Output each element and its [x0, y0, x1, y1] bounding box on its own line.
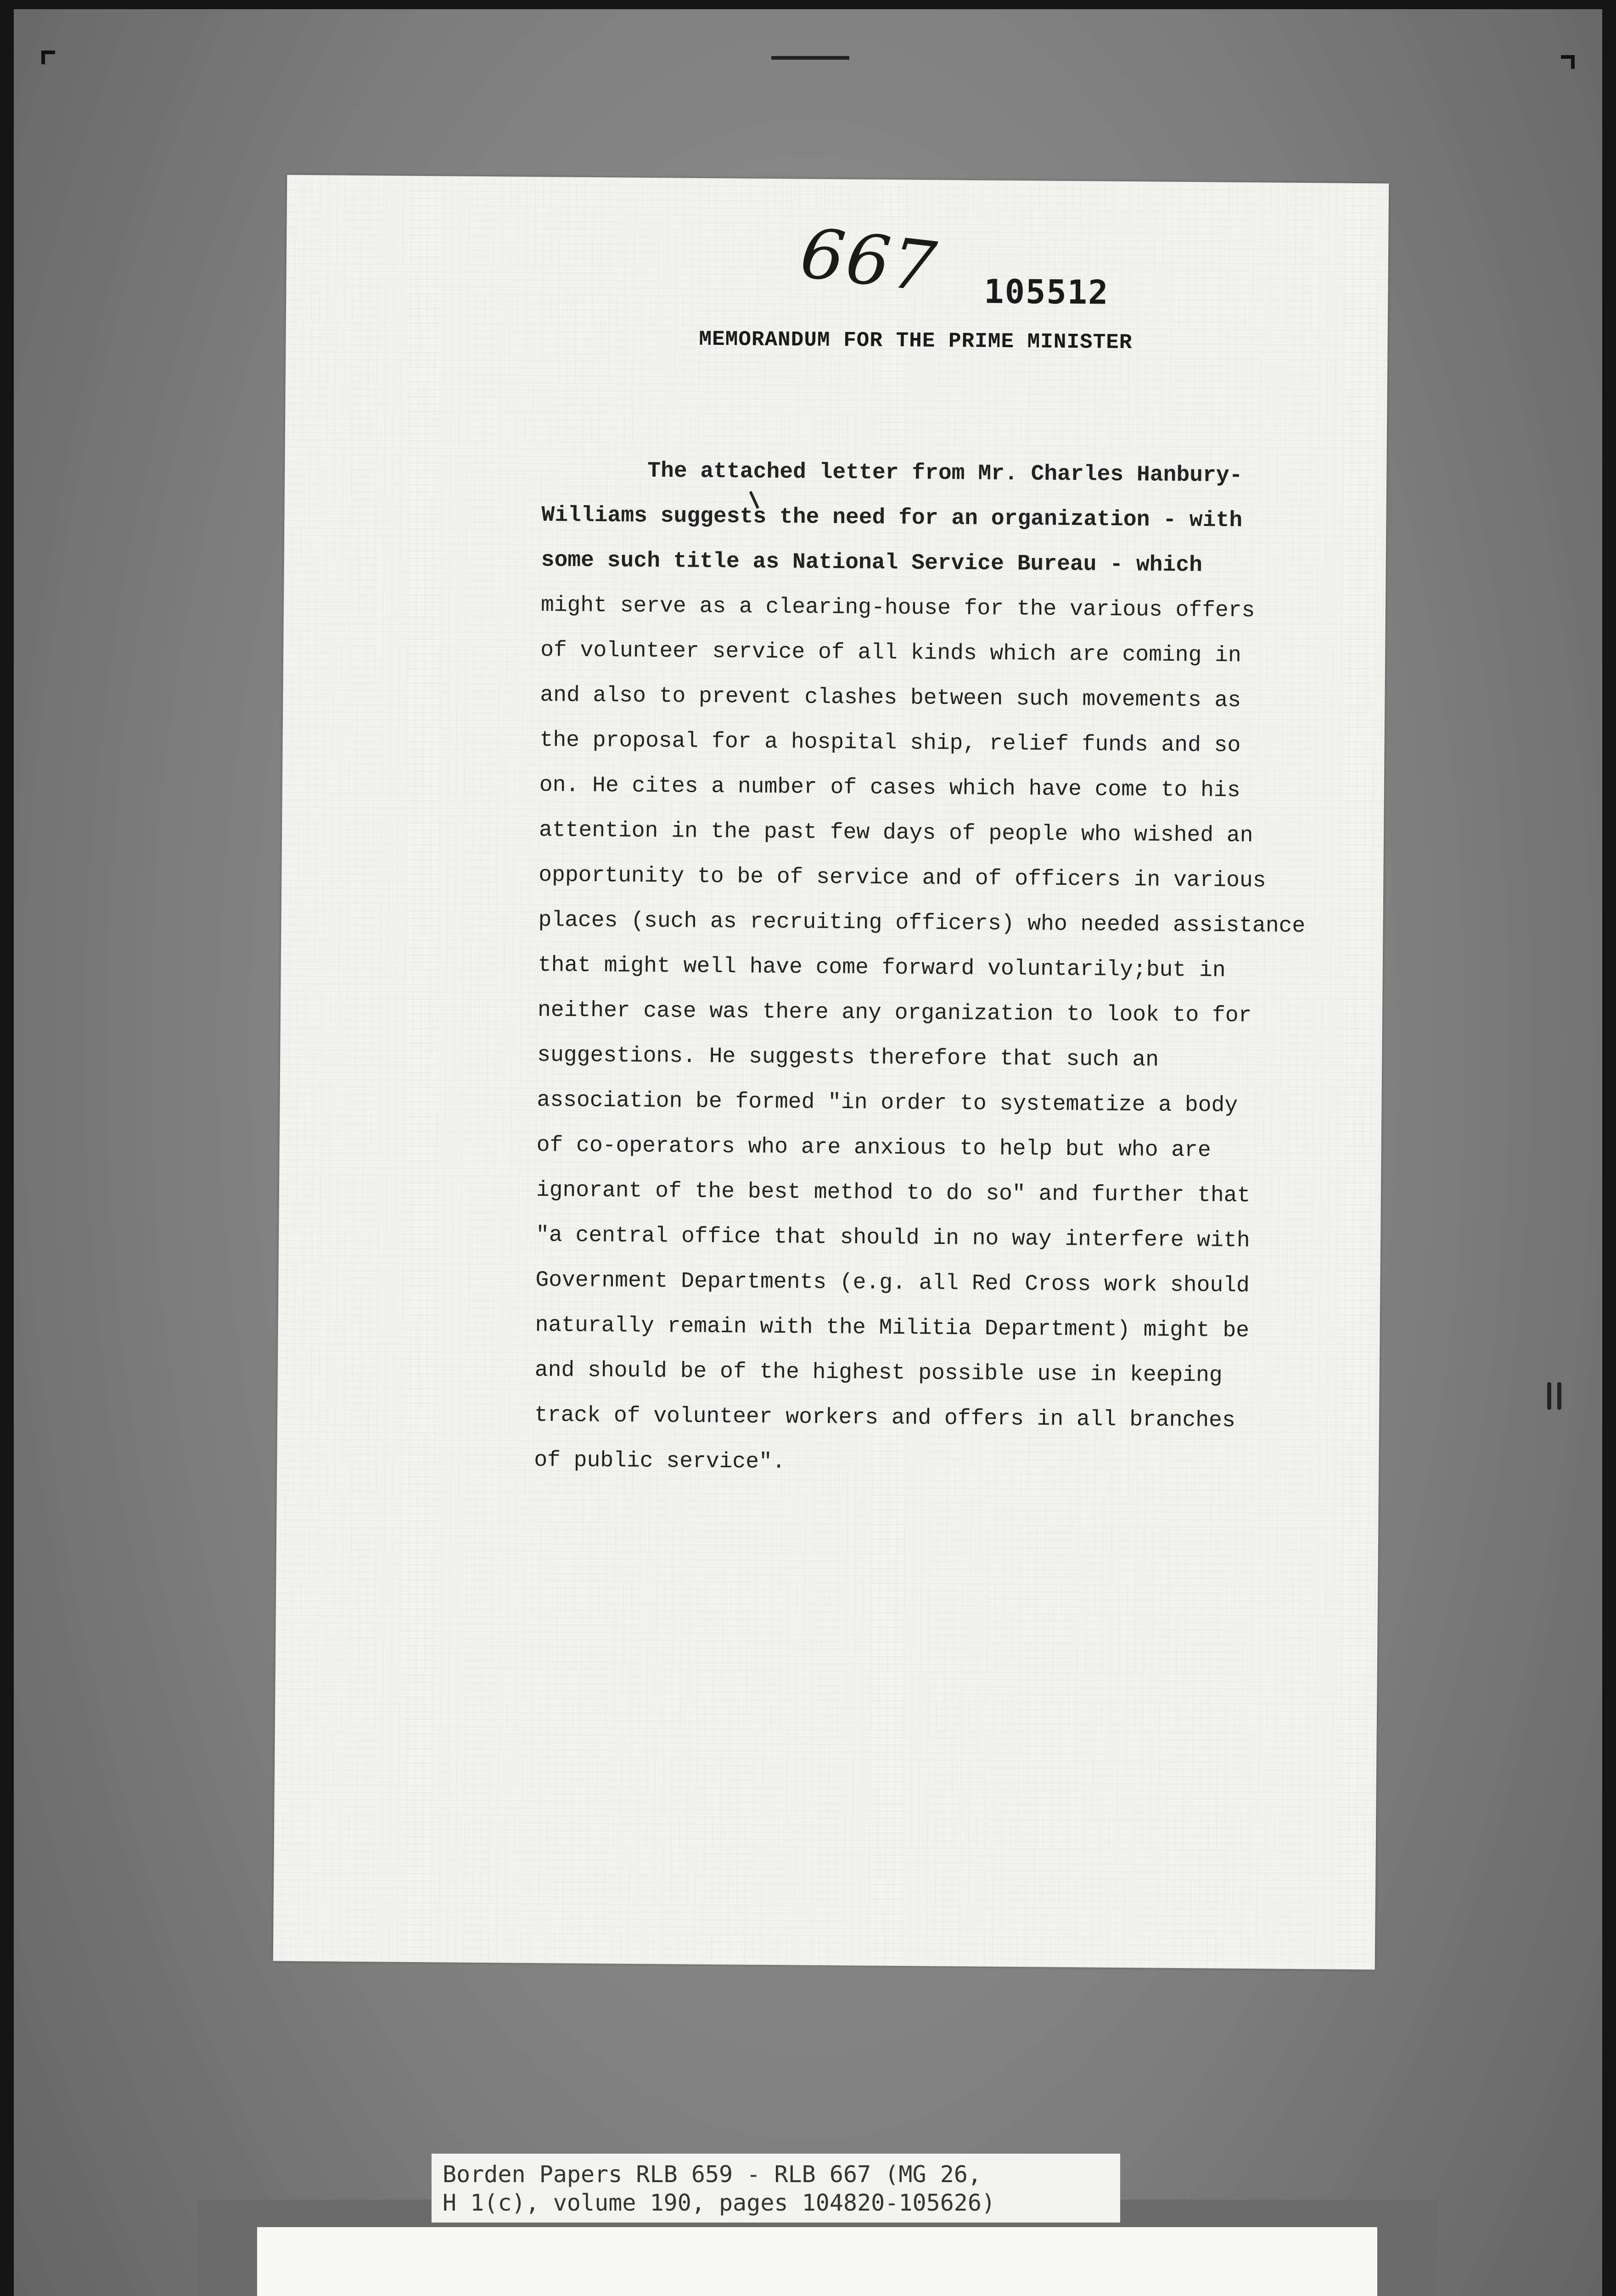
memorandum-body	[534, 448, 1378, 1489]
public-archives-card	[257, 2227, 1377, 2296]
body-line: attention in the past few days of people who wished an	[539, 817, 1253, 849]
body-line: opportunity to be of service and of officers in various	[539, 862, 1266, 894]
corner-mark-top-right	[1561, 55, 1575, 69]
corner-mark-top-left	[41, 51, 55, 64]
handwritten-page-number: 667	[797, 213, 942, 308]
body-line: of public service".	[534, 1447, 786, 1475]
body-line: on. He cites a number of cases which have come to his	[539, 772, 1240, 803]
body-line: and should be of the highest possible use in keeping	[534, 1357, 1223, 1388]
body-line: might serve as a clearing-house for the various offers	[540, 593, 1255, 624]
reference-line-1: Borden Papers RLB 659 - RLB 667 (MG 26,	[443, 2161, 982, 2188]
reference-line-2: H 1(c), volume 190, pages 104820-105626)	[443, 2189, 996, 2216]
memorandum-page	[273, 175, 1389, 1970]
body-line: "a central office that should in no way interfere with	[535, 1222, 1250, 1254]
stamped-document-number: 105512	[984, 272, 1109, 312]
body-line: ignorant of the best method to do so" and further that	[536, 1177, 1251, 1209]
body-line: naturally remain with the Militia Department) might be	[535, 1312, 1250, 1344]
body-line: neither case was there any organization to look to for	[537, 997, 1252, 1029]
body-line: Government Departments (e.g. all Red Cross work should	[535, 1267, 1250, 1299]
body-line: Williams suggests the need for an organization - with	[541, 503, 1243, 534]
collection-reference-label	[432, 2154, 1120, 2223]
side-registration-ticks	[1547, 1382, 1566, 1410]
body-line: places (such as recruiting officers) who needed assistance	[538, 907, 1306, 939]
body-line: track of volunteer workers and offers in all branches	[534, 1402, 1235, 1433]
body-line: suggestions. He suggests therefore that such an	[537, 1042, 1159, 1073]
body-line: that might well have come forward voluntarily;but in	[538, 952, 1226, 983]
body-line: and also to prevent clashes between such movements as	[540, 682, 1241, 713]
body-line: of co-operators who are anxious to help but who are	[536, 1132, 1211, 1163]
body-line: the proposal for a hospital ship, relief funds and so	[539, 727, 1241, 758]
body-line: of volunteer service of all kinds which are coming in	[540, 638, 1242, 668]
body-line: The attached letter from Mr. Charles Hanbury-	[647, 458, 1243, 488]
memorandum-title: MEMORANDUM FOR THE PRIME MINISTER	[699, 327, 1133, 355]
body-line: association be formed "in order to systematize a body	[537, 1087, 1238, 1118]
top-registration-dash	[771, 56, 849, 60]
body-line: some such title as National Service Bureau - which	[541, 548, 1203, 578]
